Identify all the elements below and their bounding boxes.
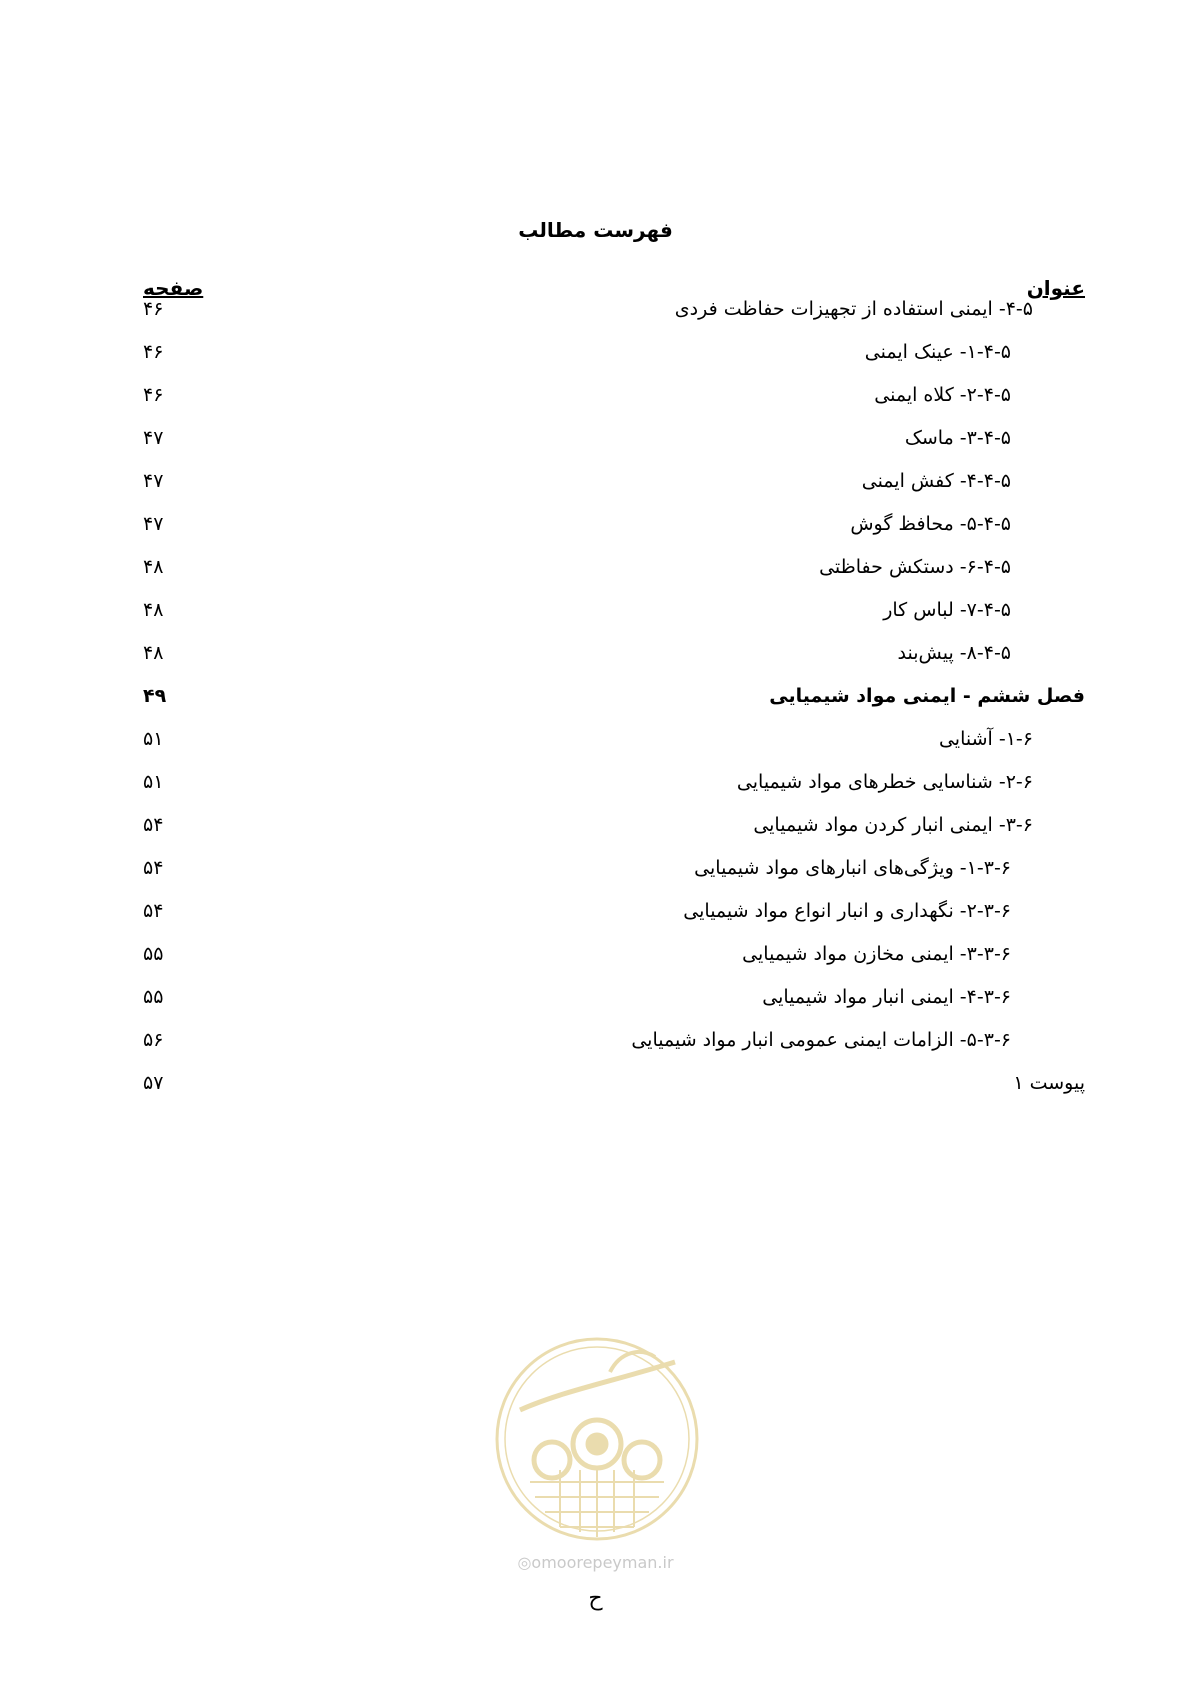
toc-entry[interactable] [143,810,1085,840]
toc-entry-page: ۵۱ [143,728,164,750]
toc-entry-page: ۴۶ [143,341,164,363]
watermark-url [0,1553,1191,1572]
toc-entry-page: ۵۴ [143,900,164,922]
toc-entry-title: ۳-۴-۵- ماسک [904,427,1011,449]
toc-entry-page: ۵۴ [143,814,164,836]
toc-entry-title: ۲-۳-۶- نگهداری و انبار انواع مواد شیمیایی [683,900,1011,922]
toc-entry-page: ۴۶ [143,384,164,406]
column-header-page: صفحه [143,276,204,300]
toc-entry-page: ۵۱ [143,771,164,793]
toc-entry-title: ۸-۴-۵- پیش‌بند [897,642,1011,664]
toc-entry-page: ۴۸ [143,556,164,578]
toc-entry-title: ۴-۴-۵- کفش ایمنی [861,470,1011,492]
toc-entry-page: ۴۷ [143,470,164,492]
toc-entry-title: ۲-۶- شناسایی خطرهای مواد شیمیایی [736,771,1033,793]
toc-entry-title: ۶-۴-۵- دستکش حفاظتی [819,556,1011,578]
toc-entry-page: ۵۵ [143,943,164,965]
toc-entry-title: ۵-۴-۵- محافظ گوش [850,513,1011,535]
toc-entry-page: ۴۷ [143,427,164,449]
toc-entry[interactable] [143,380,1085,410]
toc-entry-title: ۱-۳-۶- ویژگی‌های انبارهای مواد شیمیایی [694,857,1011,879]
toc-entry[interactable] [143,1068,1085,1098]
toc-entry-page: ۴۸ [143,642,164,664]
toc-entry[interactable] [143,724,1085,754]
toc-entry-title: ۱-۶- آشنایی [938,728,1033,750]
toc-entry[interactable] [143,595,1085,625]
toc-entry[interactable] [143,1025,1085,1055]
toc-entry[interactable] [143,982,1085,1012]
toc-entry-page: ۵۵ [143,986,164,1008]
toc-entry-title: ۵-۳-۶- الزامات ایمنی عمومی انبار مواد شیمیایی [631,1029,1011,1051]
page-number: ح [588,1586,603,1611]
toc-entry[interactable] [143,552,1085,582]
toc-entry[interactable] [143,509,1085,539]
toc-entry-title: فصل ششم - ایمنی مواد شیمیایی [769,685,1085,707]
toc-entry[interactable] [143,939,1085,969]
watermark-url-text: omoorepeyman.ir [531,1553,674,1572]
toc-title: فهرست مطالب [518,218,673,242]
toc-entry[interactable] [143,638,1085,668]
toc-entry[interactable] [143,767,1085,797]
toc-entry[interactable] [143,423,1085,453]
toc-entry-page: ۵۴ [143,857,164,879]
toc-entry-page: ۴۶ [143,298,164,320]
toc-entry-page: ۴۷ [143,513,164,535]
toc-entry-title: ۴-۳-۶- ایمنی انبار مواد شیمیایی [762,986,1011,1008]
toc-entry[interactable] [143,337,1085,367]
toc-entry-title: ۳-۳-۶- ایمنی مخازن مواد شیمیایی [742,943,1011,965]
toc-entry-title: ۱-۴-۵- عینک ایمنی [864,341,1011,363]
toc-entry-title: ۴-۵- ایمنی استفاده از تجهیزات حفاظت فردی [674,298,1033,320]
toc-entry[interactable] [143,853,1085,883]
column-header-title: عنوان [1026,276,1085,300]
toc-entry[interactable] [143,466,1085,496]
toc-entry[interactable] [143,896,1085,926]
toc-entry-title: ۲-۴-۵- کلاه ایمنی [874,384,1011,406]
toc-entry[interactable] [143,294,1085,324]
toc-entry-page: ۵۶ [143,1029,164,1051]
toc-entry-page: ۵۷ [143,1072,164,1094]
toc-entry-title: پیوست ۱ [1013,1072,1085,1094]
toc-entry-title: ۷-۴-۵- لباس کار [883,599,1011,621]
toc-entry-page: ۴۹ [143,685,167,707]
toc-entry-page: ۴۸ [143,599,164,621]
watermark-seal-logo [490,1332,704,1546]
toc-entry-title: ۳-۶- ایمنی انبار کردن مواد شیمیایی [753,814,1033,836]
toc-chapter-entry[interactable] [143,681,1085,711]
at-icon: ◎ [517,1553,532,1572]
